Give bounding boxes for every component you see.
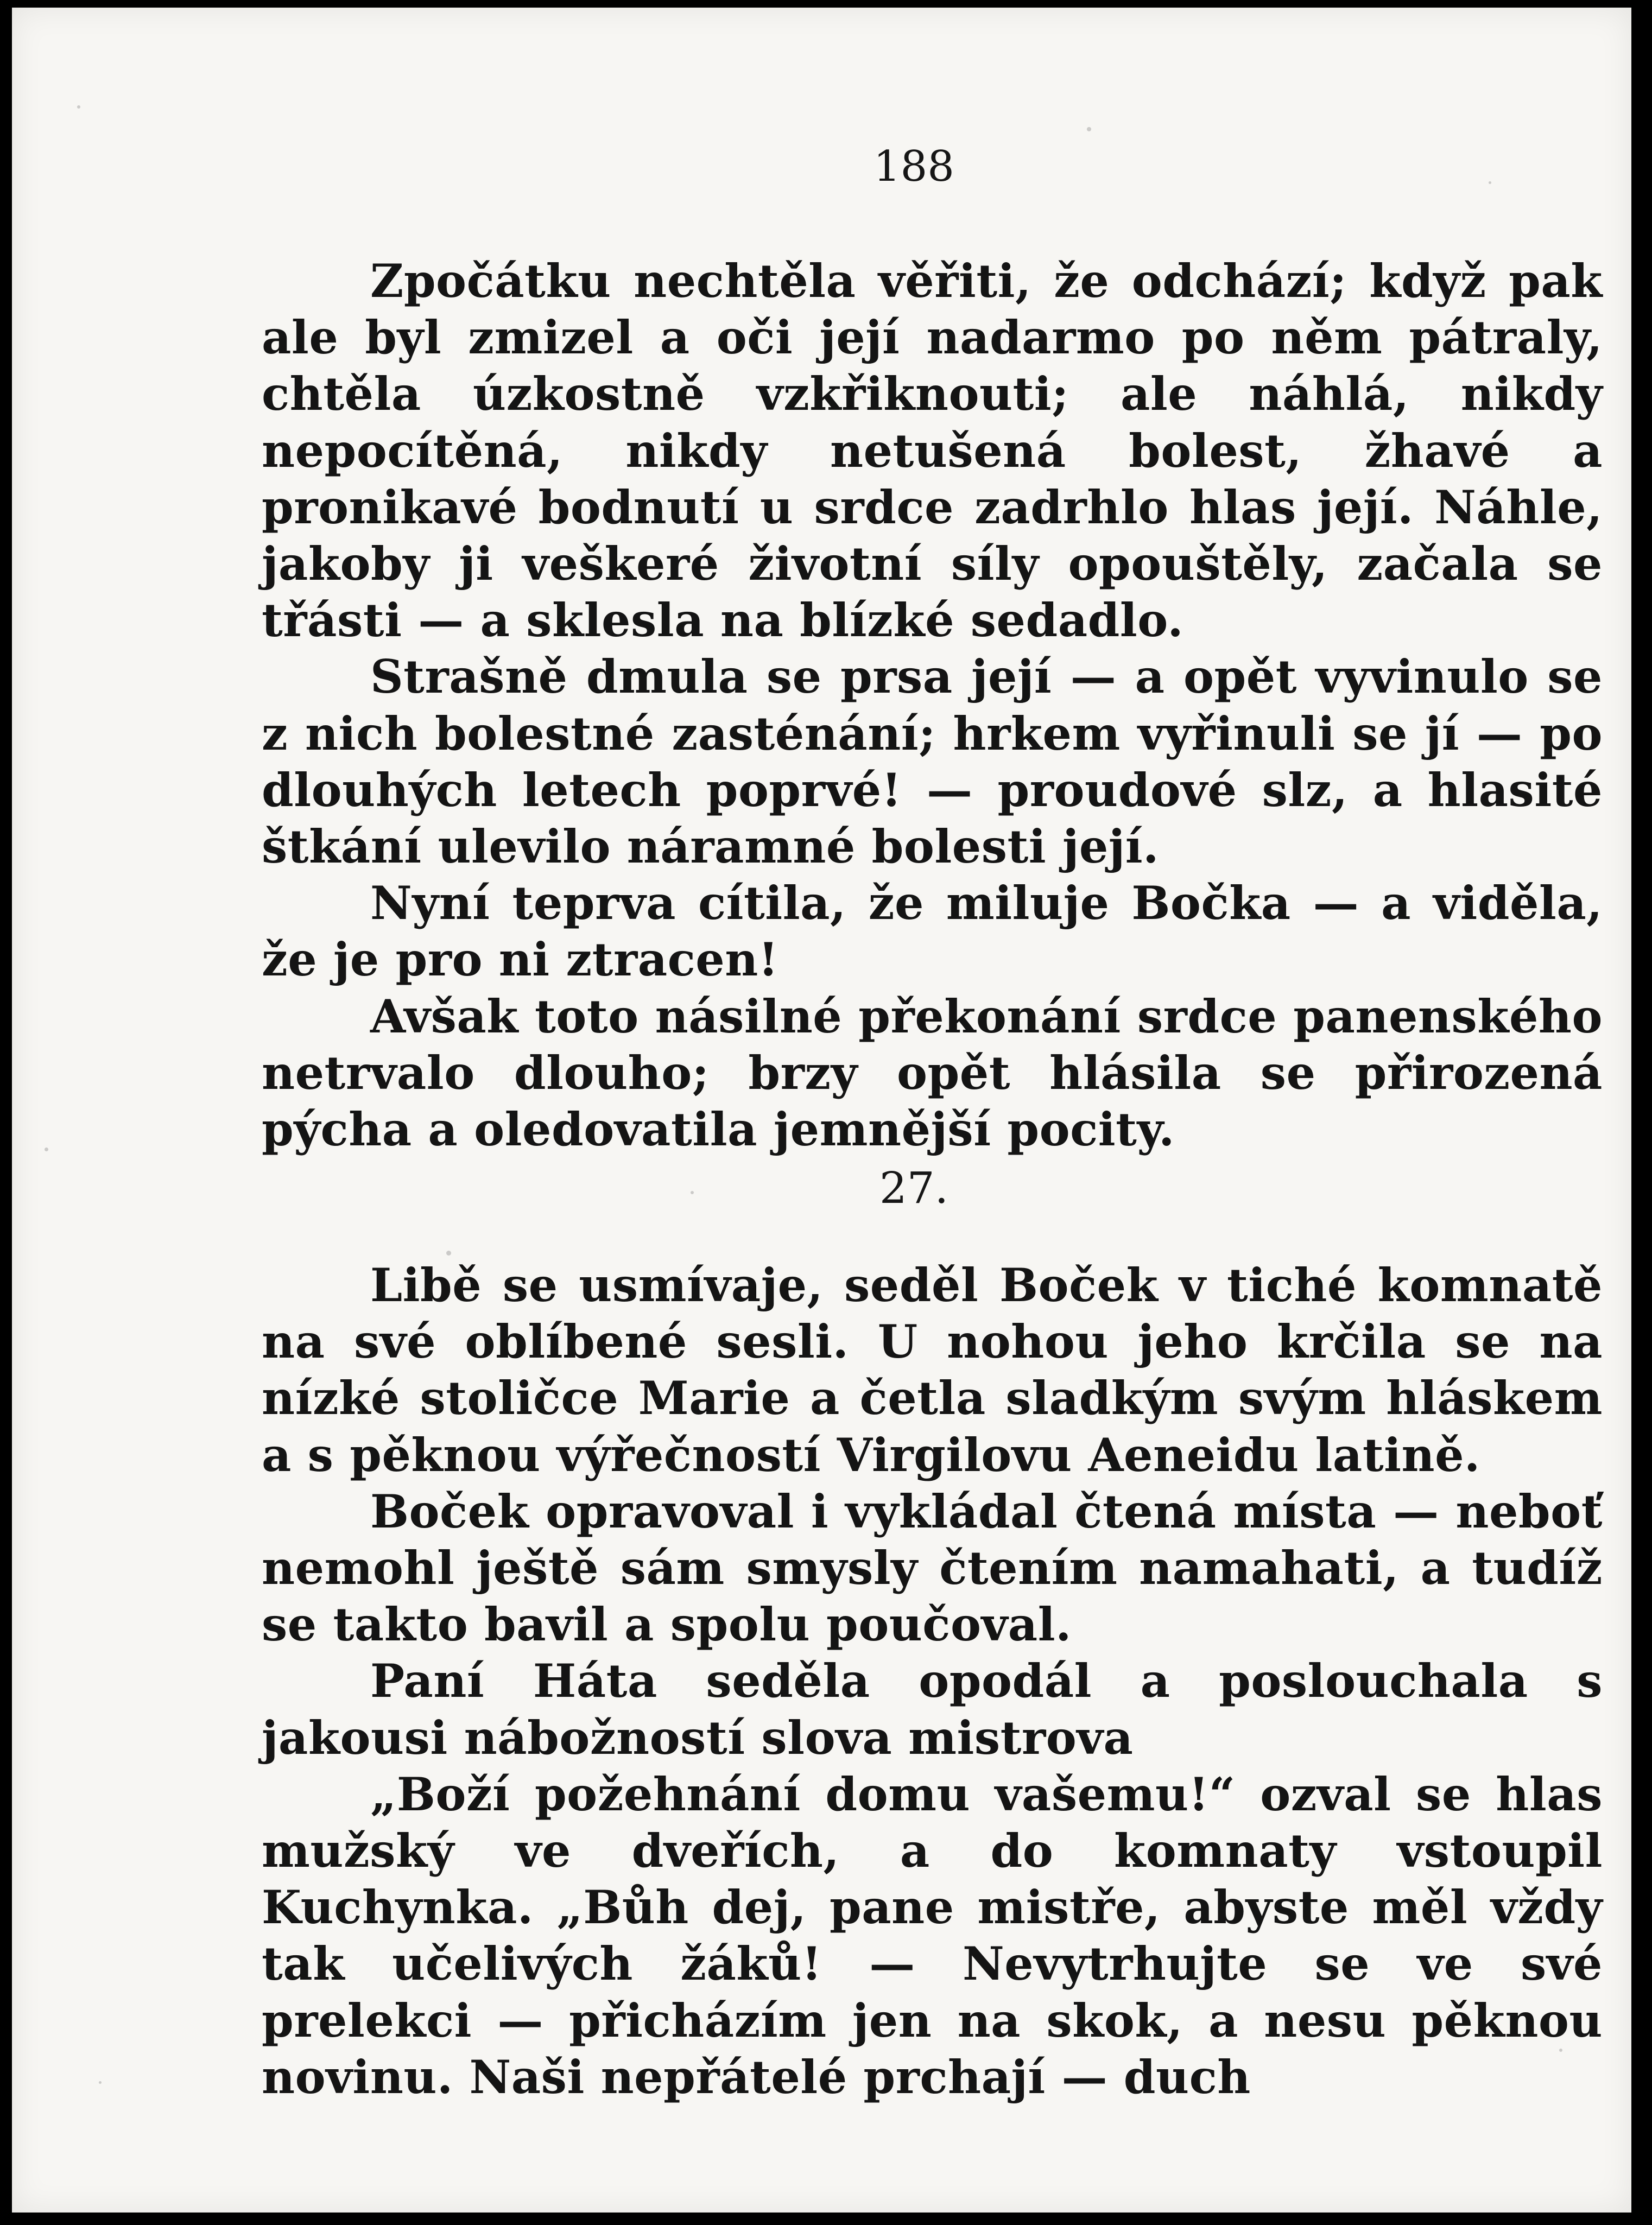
paragraph: „Boží požehnání domu vašemu!“ ozval se hlas mužský ve dveřích, a do komnaty vstoupil Kuchynka. „Bůh dej, pane mistře, abyste měl vždy tak učelivých žáků! — Nevytrhujte se ve své prelekci — přicházím jen na skok, a nesu pěknou novinu. Naši nepřátelé prchají — duch: [262, 1767, 1603, 2104]
book-page: [12, 8, 1631, 2213]
paper-speck: [45, 1148, 48, 1151]
paper-speck: [691, 1191, 694, 1194]
paragraph: Paní Háta seděla opodál a poslouchala s jakousi nábožností slova mistrova: [262, 1654, 1603, 1765]
paper-speck: [77, 105, 80, 109]
paper-speck: [1559, 2049, 1562, 2052]
paper-speck: [1489, 181, 1491, 184]
paragraph: Avšak toto násilné překonání srdce panenského netrvalo dlouho; brzy opět hlásila se přirozená pýcha a oledovatila jemnější pocity.: [262, 989, 1603, 1157]
chapter-number: 27.: [879, 1163, 949, 1213]
page-number: 188: [874, 142, 954, 191]
paragraph: Nyní teprva cítila, že miluje Bočka — a viděla, že je pro ni ztracen!: [262, 876, 1603, 987]
paragraph: Strašně dmula se prsa její — a opět vyvinulo se z nich bolestné zasténání; hrkem vyřinuli se jí — po dlouhých letech poprvé! — proudové slz, a hlasité štkání ulevilo náramné bolesti její.: [262, 650, 1603, 874]
paragraph: Libě se usmívaje, seděl Boček v tiché komnatě na své oblíbené sesli. U nohou jeho krčila se na nízké stoličce Marie a četla sladkým svým hláskem a s pěknou výřečností Virgilovu Aeneidu latině.: [262, 1258, 1603, 1482]
paragraph: Zpočátku nechtěla věřiti, že odchází; když pak ale byl zmizel a oči její nadarmo po něm pátraly, chtěla úzkostně vzkřiknouti; ale náhlá, nikdy nepocítěná, nikdy netušená bolest, žhavé a pronikavé bodnutí u srdce zadrhlo hlas její. Náhle, jakoby ji veškeré životní síly opouštěly, začala se třásti — a sklesla na blízké sedadlo.: [262, 254, 1603, 648]
text-section-1: [262, 253, 1603, 1158]
paper-speck: [99, 2081, 102, 2084]
text-section-2: [262, 1257, 1603, 2106]
paper-speck: [446, 1251, 451, 1256]
paragraph: Boček opravoval i vykládal čtená místa — neboť nemohl ještě sám smysly čtením namahati, a tudíž se takto bavil a spolu poučoval.: [262, 1484, 1603, 1652]
paper-speck: [1087, 127, 1091, 131]
